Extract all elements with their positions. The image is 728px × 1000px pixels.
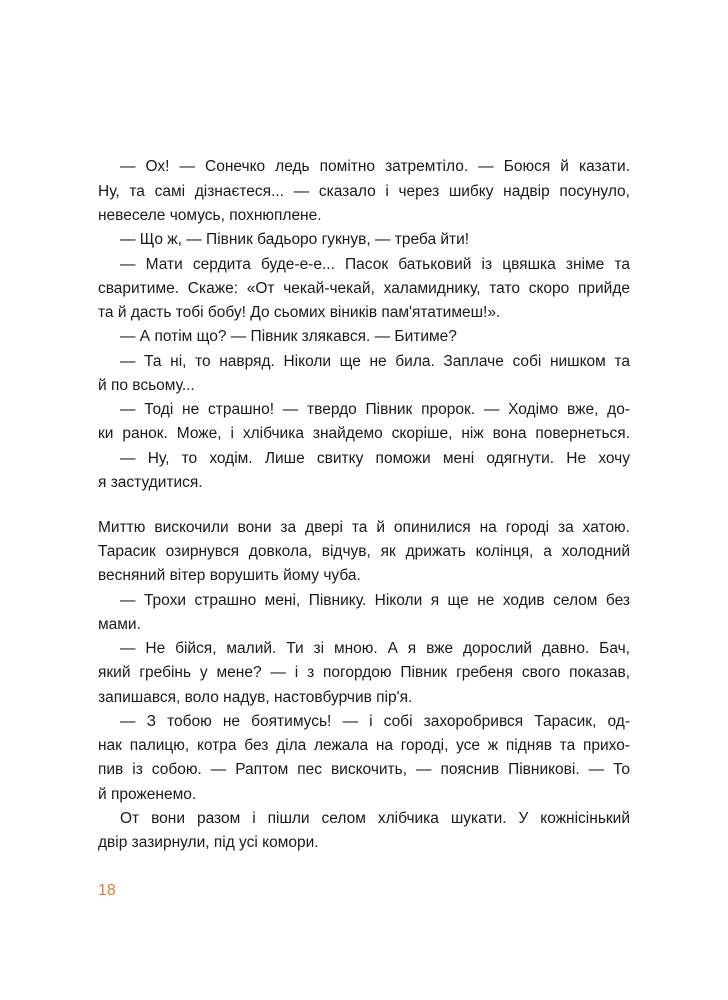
text-line: Ну, та самі дізнаєтеся... — сказало і через шибку надвір посунуло, bbox=[98, 183, 630, 200]
page-number: 18 bbox=[98, 882, 116, 899]
text-line: нак палицю, котра без діла лежала на городі, усе ж підняв та прихо- bbox=[98, 737, 630, 754]
text-line: я застудитися. bbox=[98, 474, 203, 491]
text-line: — Та ні, то навряд. Ніколи ще не била. Заплаче собі нишком та bbox=[120, 353, 630, 370]
text-line: ки ранок. Може, і хлібчика знайдемо скоріше, ніж вона повернеться. bbox=[98, 425, 630, 442]
text-line: мами. bbox=[98, 616, 141, 633]
text-line: весняний вітер ворушить йому чуба. bbox=[98, 567, 361, 584]
text-line: От вони разом і пішли селом хлібчика шукати. У кожнісінький bbox=[120, 810, 630, 827]
text-line: — А потім що? — Півник злякався. — Битиме? bbox=[120, 328, 457, 345]
text-line: — Тоді не страшно! — твердо Півник пророк. — Ходімо вже, до- bbox=[120, 401, 630, 418]
text-line: пив із собою. — Раптом пес вискочить, — пояснив Півникові. — То bbox=[98, 761, 630, 778]
text-line: Тарасик озирнувся довкола, відчув, як дрижать колінця, а холодний bbox=[98, 543, 630, 560]
text-line: — Ну, то ходім. Лише свитку поможи мені одягнути. Не хочу bbox=[120, 450, 630, 467]
text-line: — Трохи страшно мені, Півнику. Ніколи я ще не ходив селом без bbox=[120, 592, 630, 609]
text-line: — Не бійся, малий. Ти зі мною. А я вже дорослий давно. Бач, bbox=[120, 640, 630, 657]
text-line: Миттю вискочили вони за двері та й опинилися на городі за хатою. bbox=[98, 519, 630, 536]
text-line: який гребінь у мене? — і з погордою Півник гребеня свого показав, bbox=[98, 664, 630, 681]
text-line: й по всьому... bbox=[98, 377, 195, 394]
text-line: та й дасть тобі бобу! До сьомих віників пам'ятатимеш!». bbox=[98, 304, 501, 321]
text-line: невеселе чомусь, похнюплене. bbox=[98, 207, 322, 224]
text-line: — Ох! — Сонечко ледь помітно затремтіло. — Боюся й казати. bbox=[120, 158, 630, 175]
text-line: двір зазирнули, під усі комори. bbox=[98, 834, 319, 851]
text-line: — З тобою не боятимусь! — і собі захоробрився Тарасик, од- bbox=[120, 713, 630, 730]
text-line: й проженемо. bbox=[98, 786, 197, 803]
text-line: сваритиме. Скаже: «От чекай-чекай, халамиднику, тато скоро прийде bbox=[98, 280, 630, 297]
text-line: — Мати сердита буде-е-е... Пасок батьковий із цвяшка зніме та bbox=[120, 256, 630, 273]
text-line: — Що ж, — Півник бадьоро гукнув, — треба йти! bbox=[120, 231, 470, 248]
text-line: запишався, воло надув, настовбурчив пір'я. bbox=[98, 689, 413, 706]
